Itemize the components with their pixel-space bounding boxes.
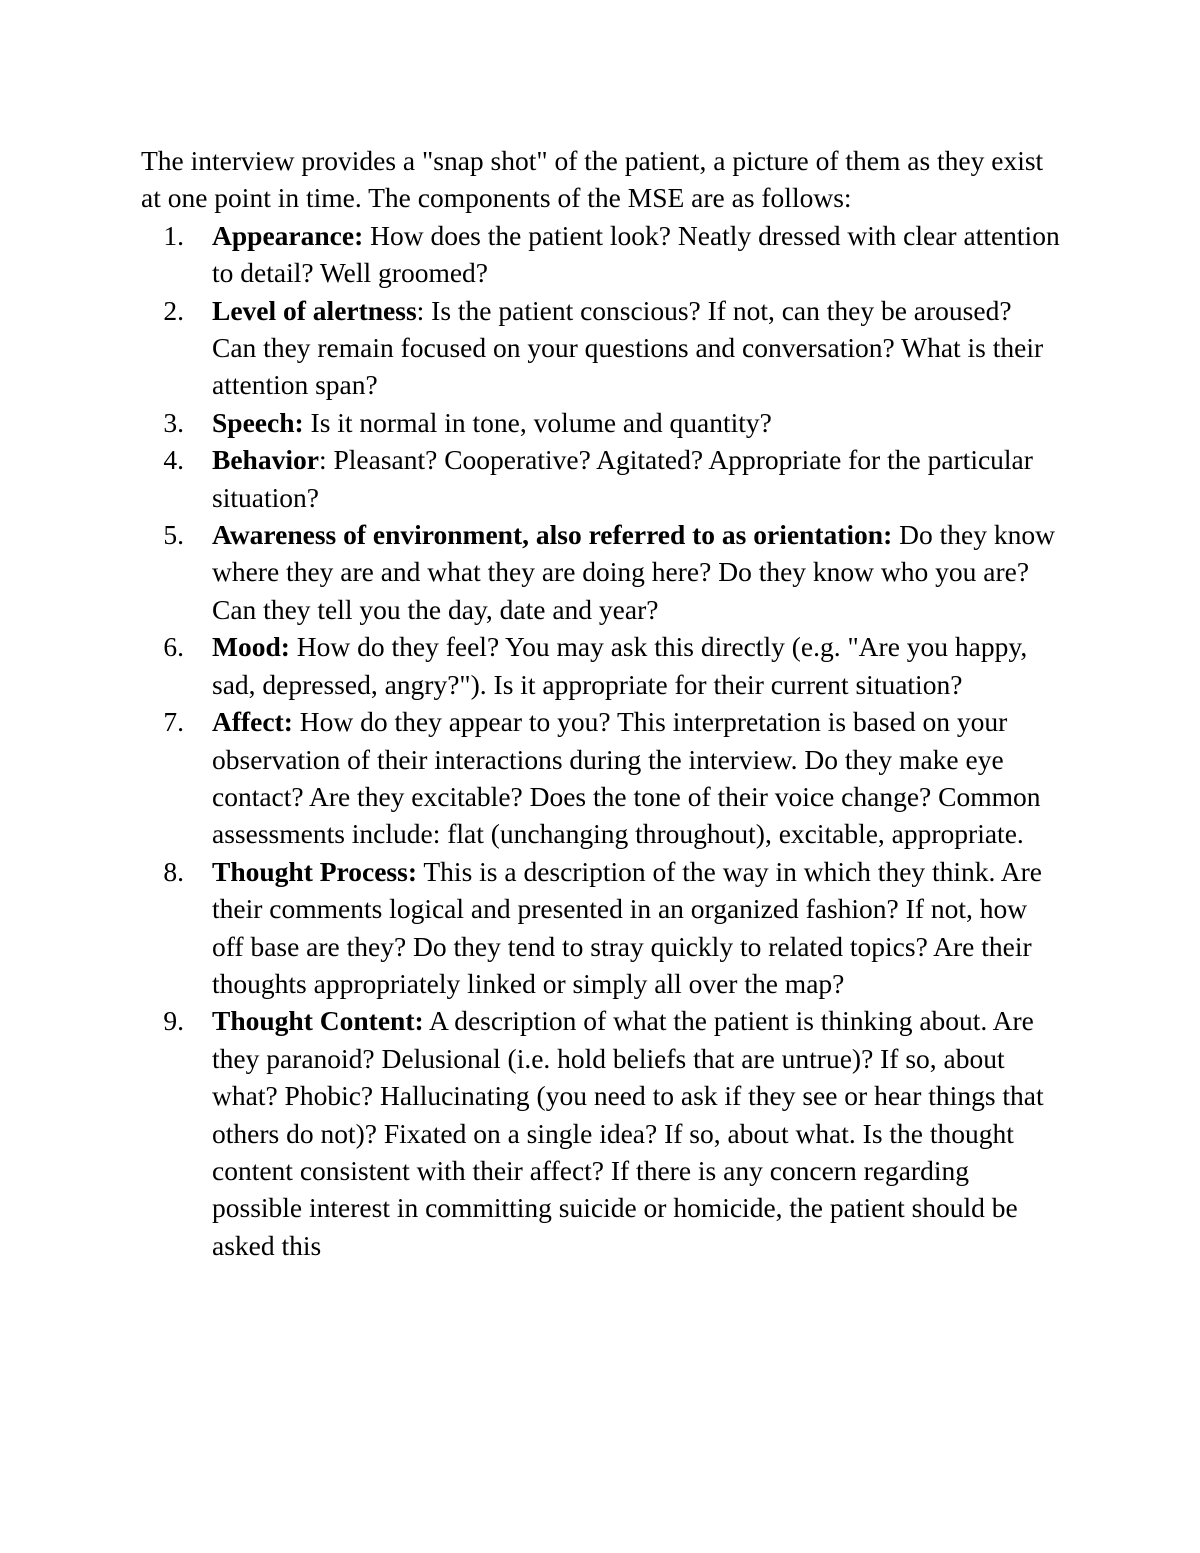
item-term: Affect:: [212, 706, 293, 738]
item-text: How does the patient look? Neatly dressed with clear attention to detail? Well groomed?: [212, 219, 1060, 289]
list-number: 3.: [163, 406, 184, 438]
list-number: 8.: [163, 855, 184, 887]
item-text: : Is the patient conscious? If not, can they be aroused? Can they remain focused on your questions and conversation? What is their attention span?: [212, 294, 1044, 401]
item-term: Thought Content:: [212, 1005, 424, 1037]
item-term: Level of alertness: [212, 294, 417, 326]
list-item-appearance: [141, 217, 1061, 292]
item-text: How do they feel? You may ask this directly (e.g. "Are you happy, sad, depressed, angry?"). Is it appropriate for their current situation?: [212, 631, 1028, 700]
item-text: : Pleasant? Cooperative? Agitated? Appropriate for the particular situation?: [212, 444, 1033, 513]
intro-paragraph: The interview provides a "snap shot" of the patient, a picture of them as they exist at one point in time. The components of the MSE are as follows:: [141, 145, 1044, 214]
item-text: How do they appear to you? This interpretation is based on your observation of their interactions during the interview. Do they make eye contact? Are they excitable? Does the tone of their voice change? Common assessments include: flat (unchanging throughout), excitable, appropriate.: [212, 706, 1041, 850]
list-number: 2.: [163, 294, 184, 326]
item-text: This is a description of the way in which they think. Are their comments logical and presented in an organized fashion? If not, how off base are they? Do they tend to stray quickly to related topics? Are their thoughts appropriately linked or simply all over the map?: [212, 855, 1043, 999]
list-item-affect: [141, 703, 1061, 853]
list-item-behavior: [141, 441, 1061, 516]
item-text: Is it normal in tone, volume and quantity?: [303, 406, 772, 438]
list-item-thought-content: [141, 1002, 1061, 1264]
list-item-thought-process: [141, 853, 1061, 1003]
list-number: 7.: [163, 706, 184, 738]
list-number: 1.: [163, 219, 184, 251]
list-item-speech: [141, 404, 1061, 441]
list-number: 4.: [163, 444, 184, 476]
item-term: Appearance:: [212, 219, 364, 251]
item-term: Awareness of environment, also referred to as orientation:: [212, 519, 893, 551]
item-text: A description of what the patient is thinking about. Are they paranoid? Delusional (i.e. hold beliefs that are untrue)? If so, about what? Phobic? Hallucinating (you need to ask if they see or hear things that others do not)? Fixated on a single idea? If so, about what. Is the thought content consistent with their affect? If there is any concern regarding possible interest in committing suicide or homicide, the patient should be asked this: [212, 1005, 1044, 1261]
list-item-awareness-of-environment: [141, 516, 1061, 628]
item-term: Behavior: [212, 444, 319, 476]
item-text: Do they know where they are and what they are doing here? Do they know who you are? Can they tell you the day, date and year?: [212, 519, 1055, 625]
list-number: 9.: [163, 1005, 184, 1037]
list-number: 6.: [163, 631, 184, 663]
list-item-mood: [141, 628, 1061, 703]
list-item-level-of-alertness: [141, 292, 1061, 404]
item-term: Speech:: [212, 406, 304, 438]
item-term: Thought Process:: [212, 855, 417, 887]
document-page: [141, 142, 1061, 1264]
mse-component-list: [141, 217, 1061, 1264]
item-term: Mood:: [212, 631, 290, 663]
list-number: 5.: [163, 519, 184, 551]
